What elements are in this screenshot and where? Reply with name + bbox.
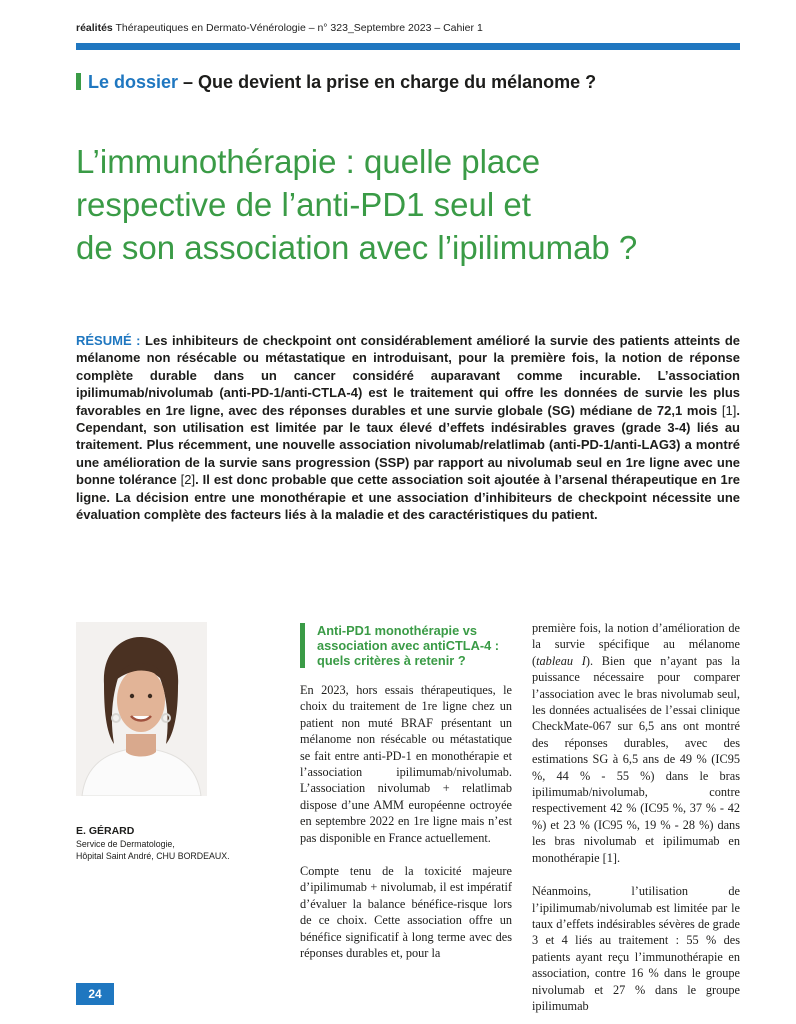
section-heading: Anti-PD1 monothérapie vs association avec antiCTLA-4 : quels critères à retenir ? — [300, 623, 532, 668]
paragraph: Compte tenu de la toxicité majeure d’ipilimumab + nivolumab, il est impératif d’évaluer la balance bénéfice-risque lors de ce choix. Cette association offre un bénéfice significatif à long terme avec des réponses durables et, pour la — [300, 864, 512, 961]
citation-ref: [2] — [180, 472, 196, 488]
author-name: E. GÉRARD — [76, 825, 135, 837]
page-number: 24 — [76, 983, 114, 1005]
table-reference: tableau I — [536, 653, 586, 668]
author-photo — [76, 622, 207, 796]
issue-details: Thérapeutiques en Dermato-Vénérologie – n° 323_Septembre 2023 – Cahier 1 — [112, 22, 483, 34]
paragraph: En 2023, hors essais thérapeutiques, le choix du traitement de 1re ligne chez un patient non muté BRAF présentant un mélanome non résécable ou métastatique se fait entre anti-PD-1 en monothérapie et l’association ipilimumab/nivolumab. L’association nivolumab + relatlimab dispose d’une AMM européenne octroyée en septembre 2022 en 1re ligne mais n’est pas disponible en France actuellement. — [300, 683, 512, 845]
abstract-text: Les inhibiteurs de checkpoint ont considérablement amélioré la survie des patients atteints de mélanome non résécable ou métastatique en introduisant, pour la première fois, la notion de réponse complète durable dans un cancer considéré auparavant comme incurable. L’association ipilimumab/nivolumab (anti-PD-1/anti-CTLA-4) est le traitement qui offre les données de survie les plus favorables en 1re ligne, avec des réponses durables et une survie globale (SG) médiane de 72,1 mois — [76, 333, 740, 418]
affiliation-line: Service de Dermatologie, — [76, 839, 175, 849]
title-line: respective de l’anti-PD1 seul et — [76, 186, 531, 223]
journal-name: réalités — [76, 22, 113, 34]
abstract-text: . Cependant, son utilisation est limitée par le taux élevé d’effets indésirables graves (grade 3-4) liés au traitement. Plus récemment, une nouvelle association nivolumab/relatlimab (anti-PD-1/anti-LAG3) a montré une amélioration de la survie sans progression (SSP) par rapport au nivolumab seul en 1re ligne avec une bonne tolérance — [76, 402, 740, 488]
author-portrait-icon — [76, 622, 207, 796]
affiliation-line: Hôpital Saint André, CHU BORDEAUX. — [76, 851, 230, 861]
kicker-dossier: Le dossier — [88, 72, 179, 92]
section-kicker — [76, 72, 596, 93]
abstract-text: . Il est donc probable que cette association soit ajoutée à l’arsenal thérapeutique en 1re ligne. La décision entre une monothérapie et une association d’inhibiteurs de checkpoint nécessite une évaluation complète des facteurs liés à la maladie et des caractéristiques du patient. — [76, 472, 740, 523]
paragraph-text: première fois, la notion d’amélioration de la survie spécifique au mélanome ( — [532, 621, 740, 668]
header-rule — [76, 43, 740, 50]
kicker-subject: – Que devient la prise en charge du mélanome ? — [178, 72, 597, 92]
body-column-right — [532, 620, 740, 1014]
title-line: L’immunothérapie : quelle place — [76, 143, 541, 180]
paragraph: Néanmoins, l’utilisation de l’ipilimumab/nivolumab est limitée par le taux d’effets indésirables sévères de grade 3 et 4 liés au traitement : 55 % des patients ayant reçu l’immunothérapie en association, contre 16 % dans le groupe nivolumab et 27 % dans le groupe ipilimumab — [532, 884, 740, 1013]
citation-ref: [1] — [721, 402, 737, 418]
paragraph — [532, 620, 740, 866]
title-line: de son association avec l’ipilimumab ? — [76, 229, 638, 266]
body-column-left — [300, 682, 512, 962]
paragraph-text: ). Bien que n’ayant pas la puissance nécessaire pour comparer l’association avec le bras nivolumab seul, les données actualisées de l’essai clinique CheckMate-067 sur 6,5 ans ont montré des réponses durables, avec des estimations SG à 6,5 ans de 49 % (IC95 %, 44 % - 55 %) dans le bras ipilimumab/nivolumab, contre respectivement 42 % (IC95 %, 37 % - 42 %) et 23 % (IC95 %, 19 % - 28 %) dans les bras nivolumab et ipilimumab en monothérapie [1]. — [532, 653, 740, 865]
kicker-bar — [76, 73, 81, 90]
abstract — [76, 332, 740, 523]
abstract-label: RÉSUMÉ : — [76, 333, 141, 348]
running-head — [76, 22, 483, 34]
author-affiliation — [76, 838, 230, 862]
article-title — [76, 140, 756, 269]
